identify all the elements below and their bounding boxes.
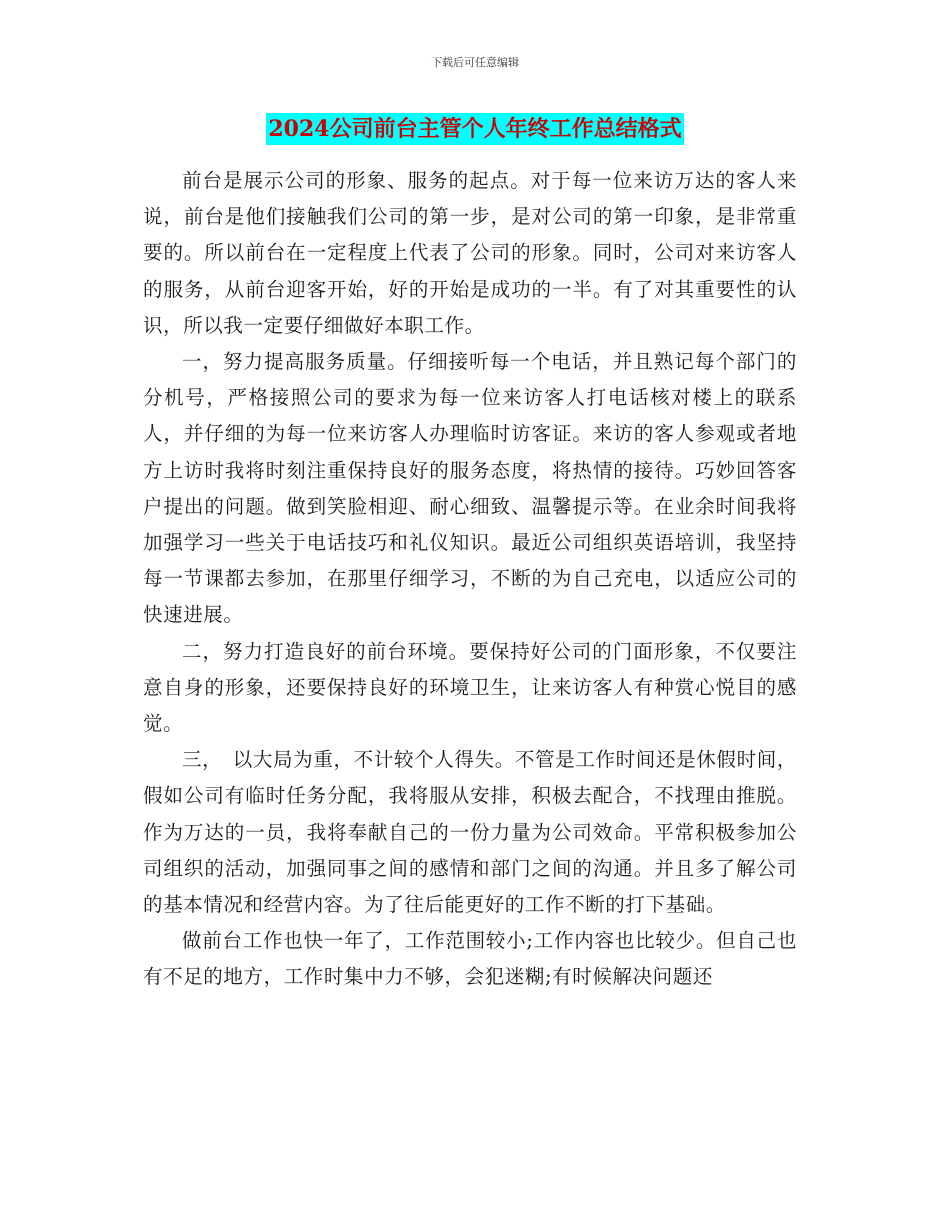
paragraph-intro: 前台是展示公司的形象、服务的起点。对于每一位来访万达的客人来说，前台是他们接触我们公司的第一步，是对公司的第一印象，是非常重要的。所以前台在一定程度上代表了公司的形象。同时，公司对来访客人的服务，从前台迎客开始，好的开始是成功的一半。有了对其重要性的认识，所以我一定要仔细做好本职工作。 (143, 169, 797, 337)
paragraph-point-3: 三， 以大局为重，不计较个人得失。不管是工作时间还是休假时间，假如公司有临时任务分配，我将服从安排，积极去配合，不找理由推脱。作为万达的一员，我将奉献自己的一份力量为公司效命。平常积极参加公司组织的活动，加强同事之间的感情和部门之间的沟通。并且多了解公司的基本情况和经营内容。为了往后能更好的工作不断的打下基础。 (143, 748, 797, 917)
paragraph-point-1: 一，努力提高服务质量。仔细接听每一个电话，并且熟记每个部门的分机号，严格接照公司的要求为每一位来访客人打电话核对楼上的联系人，并仔细的为每一位来访客人办理临时访客证。来访的客人参观或者地方上访时我将时刻注重保持良好的服务态度，将热情的接待。巧妙回答客户提出的问题。做到笑脸相迎、耐心细致、温馨提示等。在业余时间我将加强学习一些关于电话技巧和礼仪知识。最近公司组织英语培训，我坚持每一节课都去参加，在那里仔细学习，不断的为自己充电，以适应公司的快速进展。 (143, 350, 797, 627)
header-note: 下载后可任意编辑 (431, 56, 519, 69)
paragraph-reflection: 做前台工作也快一年了，工作范围较小;工作内容也比较少。但自己也有不足的地方，工作时集中力不够，会犯迷糊;有时候解决问题还 (143, 929, 797, 989)
paragraph-point-2: 二，努力打造良好的前台环境。要保持好公司的门面形象，不仅要注意自身的形象，还要保持良好的环境卫生，让来访客人有种赏心悦目的感觉。 (143, 639, 797, 736)
document-title: 2024公司前台主管个人年终工作总结格式 (266, 113, 683, 145)
document-body (143, 163, 797, 996)
title-container (0, 113, 950, 145)
